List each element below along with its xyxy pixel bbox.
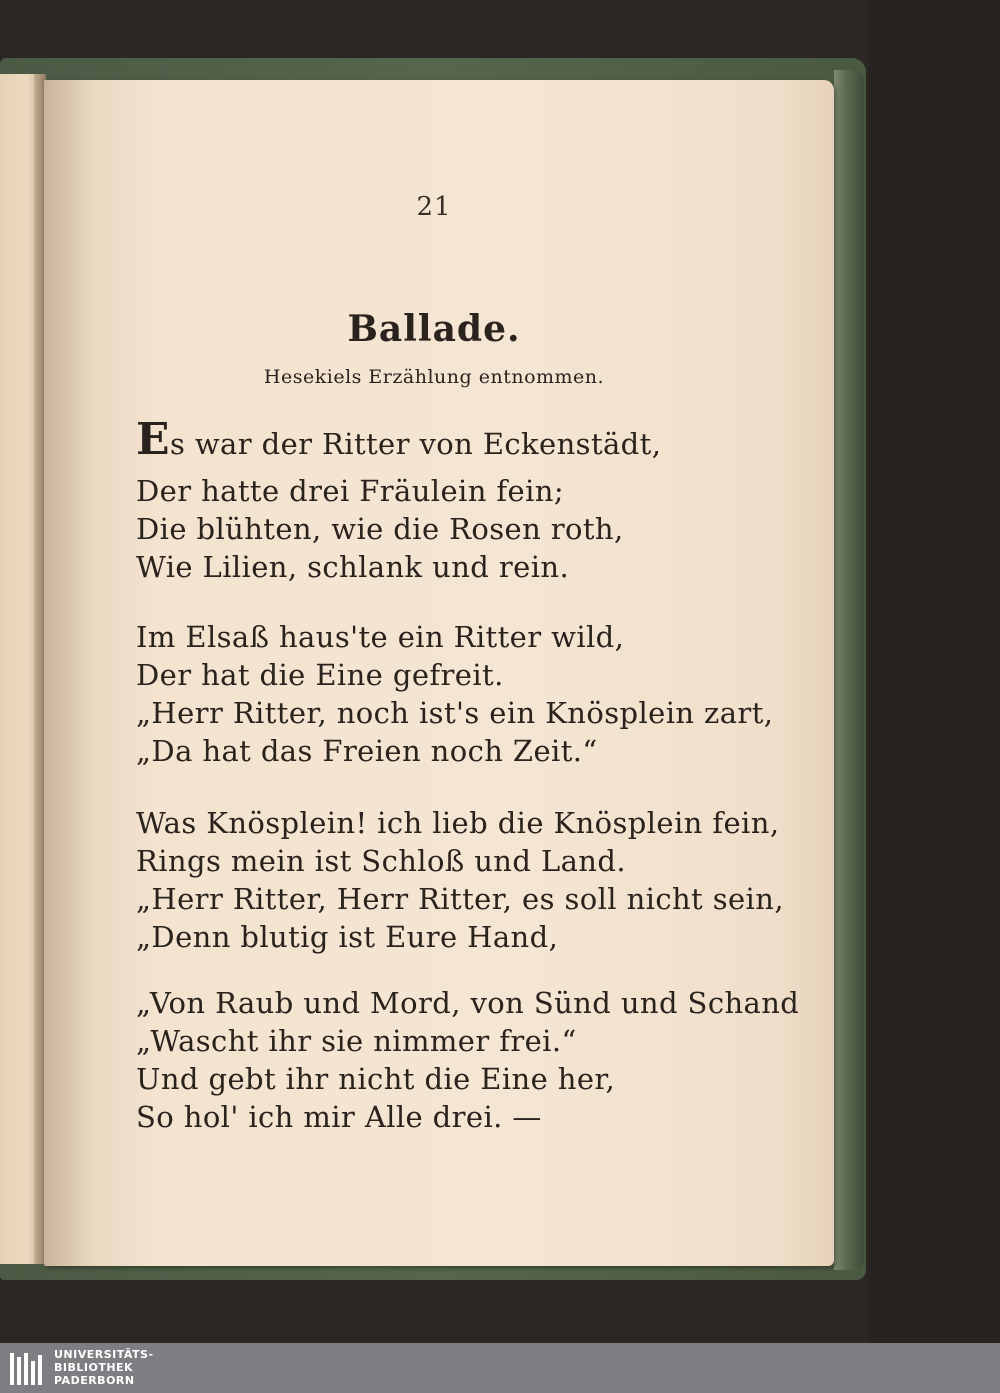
- poem-subtitle: Hesekiels Erzählung entnommen.: [263, 366, 605, 388]
- verse-line: Was Knösplein! ich lieb die Knösplein fein,: [136, 806, 780, 840]
- verse-line: „Herr Ritter, noch ist's ein Knösplein zart,: [136, 696, 774, 730]
- footer-bar: [0, 1343, 1000, 1393]
- verse-line: „Da hat das Freien noch Zeit.“: [136, 734, 598, 768]
- verse-line: Die blühten, wie die Rosen roth,: [136, 512, 624, 546]
- verse-line: Wie Lilien, schlank und rein.: [136, 550, 570, 584]
- verse-text: s war der Ritter von Eckenstädt,: [169, 427, 662, 461]
- library-name-line: PADERBORN: [54, 1374, 135, 1387]
- book-cover-edge: [834, 70, 864, 1270]
- verse-line: [136, 414, 662, 465]
- library-name: [54, 1348, 154, 1387]
- poem-title: Ballade.: [347, 308, 521, 350]
- verse-line: So hol' ich mir Alle drei. —: [136, 1100, 542, 1134]
- verse-line: „Herr Ritter, Herr Ritter, es soll nicht sein,: [136, 882, 784, 916]
- book-page: [44, 80, 834, 1266]
- verse-line: Der hatte drei Fräulein fein;: [136, 474, 565, 508]
- verse-line: „Denn blutig ist Eure Hand,: [136, 920, 559, 954]
- verse-line: Im Elsaß haus'te ein Ritter wild,: [136, 620, 625, 654]
- library-logo-icon: [8, 1351, 48, 1387]
- verse-line: „Wascht ihr sie nimmer frei.“: [136, 1024, 577, 1058]
- library-name-line: BIBLIOTHEK: [54, 1361, 134, 1374]
- library-name-line: UNIVERSITÄTS-: [54, 1348, 154, 1361]
- verse-line: Und gebt ihr nicht die Eine her,: [136, 1062, 616, 1096]
- verse-line: „Von Raub und Mord, von Sünd und Schand: [136, 986, 800, 1020]
- drop-cap: E: [136, 414, 170, 465]
- scanner-background: [868, 0, 1000, 1343]
- page-number: 21: [416, 192, 452, 222]
- verse-line: Der hat die Eine gefreit.: [136, 658, 504, 692]
- verse-line: Rings mein ist Schloß und Land.: [136, 844, 626, 878]
